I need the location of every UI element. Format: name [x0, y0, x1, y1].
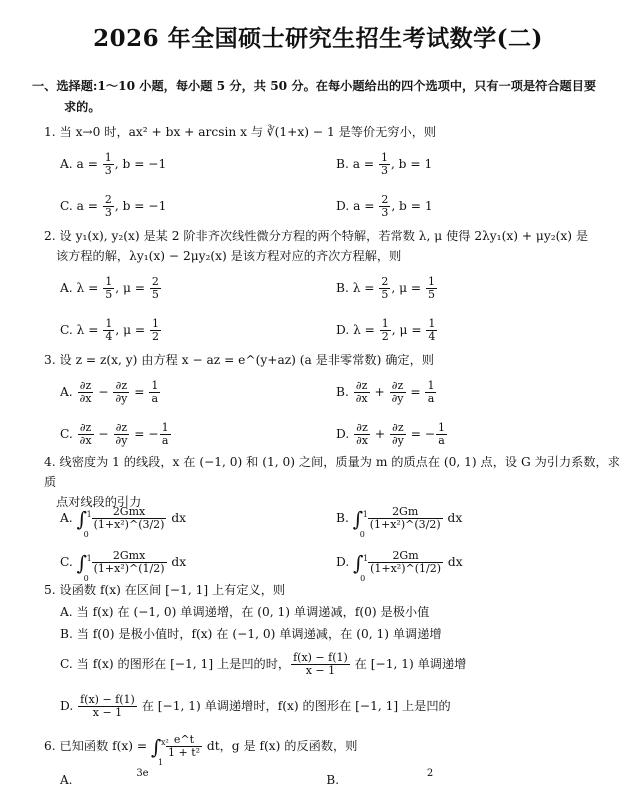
q3-b-dzdy-num: ∂z	[390, 380, 406, 393]
q1-d-frac	[379, 194, 390, 219]
q4-a-upper: 1	[86, 509, 92, 519]
q4-c-upper: 1	[86, 553, 92, 563]
q6-upper: x²	[160, 737, 169, 747]
question-5-stem: 5. 设函数 f(x) 在区间 [−1, 1] 上有定义，则	[44, 583, 286, 597]
q4-b-frac	[368, 506, 443, 531]
q4-stem-line-1: 4. 线密度为 1 的线段，x 在 (−1, 0) 和 (1, 0) 之间，质量为 m 的质点在 (0, 1) 点，设 G 为引力系数，求质	[44, 455, 620, 489]
q4-a-integral-sign: ∫ 1 0	[77, 509, 91, 529]
q6-num: e^t	[166, 734, 202, 747]
q3-option-a	[60, 380, 161, 405]
q3-a-dzdx-den: ∂x	[79, 392, 92, 405]
q1-option-d	[336, 194, 433, 219]
q2-c-num2: 1	[151, 317, 159, 330]
q2-c-frac2	[150, 318, 161, 343]
q6-frac	[166, 734, 202, 759]
q3-d-dzdx-num: ∂z	[354, 422, 370, 435]
q2-b-pre: B. λ =	[336, 281, 379, 295]
q3-d-dzdy	[390, 422, 406, 447]
q3-c-rhs-num: 1	[161, 421, 169, 434]
q2-d-num2: 1	[428, 317, 436, 330]
q3-c-eq: = −	[130, 427, 159, 441]
q5-option-a: A. 当 f(x) 在 (−1, 0) 单调递增，在 (0, 1) 单调递减，f(0) 是极小值	[60, 605, 430, 619]
q1-b-num: 1	[380, 151, 388, 164]
q4-d-integral-sign: ∫ 1 0	[353, 553, 367, 573]
q4-a-den: (1+x²)^(3/2)	[93, 518, 165, 531]
q3-c-rhs	[160, 422, 171, 447]
q4-stem-line-2: 点对线段的引力	[56, 495, 142, 509]
q6-b-frac-top: 2	[426, 768, 434, 779]
q4-d-den: (1+x²)^(1/2)	[370, 562, 442, 575]
q1-option-b	[336, 152, 432, 177]
q3-d-eq: = −	[406, 427, 436, 441]
q6-a-label: A.	[60, 773, 73, 785]
q3-a-dzdy-num: ∂z	[113, 380, 129, 393]
q5-c-pre: C. 当 f(x) 的图形在 [−1, 1] 上是凹的时，	[60, 657, 291, 671]
q2-a-pre: A. λ =	[60, 281, 103, 295]
q4-option-d	[336, 549, 463, 583]
q5-option-d	[60, 694, 451, 719]
q1-a-pre: A. a =	[60, 157, 102, 171]
q4-a-lower: 0	[83, 529, 89, 539]
q2-c-frac1	[103, 318, 114, 343]
q4-b-upper: 1	[362, 509, 368, 519]
question-6-stem	[44, 733, 624, 767]
q2-c-den1: 4	[105, 330, 113, 343]
q4-a-pre: A.	[60, 511, 77, 525]
q1-b-den: 3	[380, 164, 388, 177]
q2-a-mid: , μ =	[115, 281, 149, 295]
q3-d-dzdx-den: ∂x	[356, 434, 368, 447]
question-1-stem: 1. 当 x→0 时，ax² + bx + arcsin x 与 ∛(1+x) − 1 是等价无穷小，则	[44, 125, 437, 139]
q1-c-pre: C. a =	[60, 199, 102, 213]
q1-c-post: , b = −1	[114, 199, 167, 213]
q2-stem-line-1: 2. 设 y₁(x), y₂(x) 是某 2 阶非齐次线性微分方程的两个特解，若常数 λ, μ 使得 2λy₁(x) + μy₂(x) 是	[44, 229, 589, 243]
q3-a-dzdx-num: ∂z	[78, 380, 94, 393]
q4-option-c	[60, 549, 187, 583]
q4-c-frac	[92, 550, 167, 575]
q5-d-den: x − 1	[92, 706, 123, 719]
q2-c-num1: 1	[105, 317, 113, 330]
q3-option-d	[336, 422, 448, 447]
q6-b-label: B.	[326, 773, 340, 785]
q5-option-c	[60, 652, 466, 677]
q3-d-rhs-den: a	[438, 434, 445, 447]
q3-d-rhs-num: 1	[438, 421, 446, 434]
q2-stem-line-2: 该方程的解，λy₁(x) − 2μy₂(x) 是该方程对应的齐次方程解，则	[56, 249, 402, 263]
q2-option-c	[60, 318, 162, 343]
q3-d-op: +	[371, 427, 389, 441]
q3-d-rhs	[436, 422, 447, 447]
q1-option-c	[60, 194, 166, 219]
q5-d-frac	[78, 694, 137, 719]
q3-a-rhs	[149, 380, 160, 405]
q4-a-frac	[92, 506, 167, 531]
question-4-stem	[44, 452, 624, 512]
q1-d-den: 3	[381, 206, 389, 219]
q4-d-num: 2Gm	[368, 550, 443, 563]
q2-a-den1: 5	[105, 288, 113, 301]
q4-d-upper: 1	[363, 553, 369, 563]
q2-d-frac1	[380, 318, 391, 343]
q3-d-dzdy-den: ∂y	[391, 434, 404, 447]
q4-c-integral-sign: ∫ 1 0	[77, 553, 91, 573]
q3-b-eq: =	[406, 385, 425, 399]
q4-c-lower: 0	[83, 573, 89, 583]
q5-d-post: 在 [−1, 1) 单调递增时，f(x) 的图形在 [−1, 1] 上是凹的	[137, 699, 451, 713]
q2-option-a	[60, 276, 162, 301]
q4-d-frac	[368, 550, 443, 575]
q3-a-dzdy	[113, 380, 129, 405]
q4-c-num: 2Gmx	[92, 550, 167, 563]
q2-d-den2: 4	[428, 330, 436, 343]
q2-a-den2: 5	[151, 288, 159, 301]
q3-c-dzdy-num: ∂z	[114, 422, 130, 435]
q3-a-op: −	[94, 385, 113, 399]
q3-d-dzdx	[354, 422, 370, 447]
q1-d-num: 2	[381, 193, 389, 206]
q3-c-dzdx-den: ∂x	[79, 434, 92, 447]
q2-option-d	[336, 318, 438, 343]
q2-d-num1: 1	[381, 317, 389, 330]
q3-a-eq: =	[130, 385, 149, 399]
q3-b-dzdx-den: ∂x	[355, 392, 368, 405]
q4-a-num: 2Gmx	[92, 506, 167, 519]
q2-a-num1: 1	[105, 275, 113, 288]
q3-c-pre: C.	[60, 427, 77, 441]
q2-b-num1: 2	[381, 275, 389, 288]
page-title: 2026 年全国硕士研究生招生考试数学(二)	[93, 25, 543, 52]
q3-b-pre: B.	[336, 385, 353, 399]
q1-a-post: , b = −1	[114, 157, 167, 171]
q2-b-den1: 5	[381, 288, 389, 301]
q3-b-rhs-num: 1	[427, 379, 435, 392]
q5-c-frac	[291, 652, 350, 677]
q6-den: 1 + t²	[167, 746, 201, 759]
q4-d-lower: 0	[360, 573, 366, 583]
q3-c-dzdx-num: ∂z	[78, 422, 94, 435]
q2-a-frac1	[103, 276, 114, 301]
q2-b-num2: 1	[428, 275, 436, 288]
q3-a-dzdx	[78, 380, 94, 405]
q1-option-a	[60, 152, 166, 177]
q5-d-num: f(x) − f(1)	[80, 693, 135, 706]
q3-c-dzdx	[78, 422, 94, 447]
q4-b-pre: B.	[336, 511, 353, 525]
q4-b-post: dx	[443, 511, 463, 525]
q3-option-b	[336, 380, 437, 405]
q2-c-mid: , μ =	[115, 323, 149, 337]
q1-b-pre: B. a =	[336, 157, 378, 171]
q2-d-mid: , μ =	[391, 323, 426, 337]
q4-b-lower: 0	[359, 529, 365, 539]
section-instructions	[32, 76, 620, 118]
q6-stem-pre: 6. 已知函数 f(x) =	[44, 739, 151, 753]
q5-c-num: f(x) − f(1)	[293, 651, 348, 664]
q4-c-post: dx	[167, 555, 187, 569]
q2-d-den1: 2	[381, 330, 389, 343]
q1-c-frac	[103, 194, 114, 219]
q3-b-rhs-den: a	[427, 392, 435, 405]
q3-b-dzdx	[354, 380, 370, 405]
q2-c-den2: 2	[151, 330, 159, 343]
q3-c-dzdy	[114, 422, 130, 447]
q2-c-pre: C. λ =	[60, 323, 103, 337]
q4-b-den: (1+x²)^(3/2)	[369, 518, 441, 531]
q2-b-frac1	[379, 276, 390, 301]
q5-d-pre: D.	[60, 699, 78, 713]
q2-b-mid: , μ =	[391, 281, 426, 295]
q6-lower: 1	[157, 757, 164, 767]
q3-a-pre: A.	[60, 385, 77, 399]
q6-integral-sign: ∫ x² 1	[151, 737, 165, 757]
q3-d-dzdy-num: ∂z	[390, 422, 406, 435]
q1-b-frac	[379, 152, 390, 177]
q2-a-num2: 2	[151, 275, 159, 288]
q4-c-den: (1+x²)^(1/2)	[93, 562, 165, 575]
q4-d-post: dx	[444, 555, 463, 569]
q3-c-op: −	[94, 427, 113, 441]
question-3-stem: 3. 设 z = z(x, y) 由方程 x − az = e^(y+az) (a 是非零常数) 确定，则	[44, 353, 434, 367]
q3-a-rhs-den: a	[151, 392, 159, 405]
q1-a-den: 3	[104, 164, 112, 177]
q4-option-b	[336, 505, 463, 539]
q5-c-post: 在 [−1, 1) 单调递增	[350, 657, 467, 671]
q1-c-num: 2	[104, 193, 112, 206]
q3-d-pre: D.	[336, 427, 354, 441]
q3-b-rhs	[425, 380, 436, 405]
q1-d-pre: D. a =	[336, 199, 379, 213]
q6-options-cut-off	[60, 770, 433, 785]
q5-c-den: x − 1	[305, 664, 336, 677]
q1-c-den: 3	[104, 206, 112, 219]
q4-b-integral-sign: ∫ 1 0	[353, 509, 367, 529]
q2-d-pre: D. λ =	[336, 323, 379, 337]
q3-option-c	[60, 422, 172, 447]
q6-stem-post: dt，g 是 f(x) 的反函数，则	[203, 739, 358, 753]
q3-c-rhs-den: a	[161, 434, 169, 447]
q3-b-dzdy-den: ∂y	[391, 392, 404, 405]
q1-a-num: 1	[104, 151, 112, 164]
q4-option-a	[60, 505, 187, 539]
q3-b-dzdy	[390, 380, 406, 405]
q6-a-frac-top: 3e	[136, 768, 149, 779]
q3-b-dzdx-num: ∂z	[354, 380, 370, 393]
q1-d-post: , b = 1	[391, 199, 433, 213]
q2-option-b	[336, 276, 438, 301]
q1-a-frac	[103, 152, 114, 177]
q3-a-rhs-num: 1	[151, 379, 159, 392]
q3-a-dzdy-den: ∂y	[115, 392, 128, 405]
q3-b-op: +	[370, 385, 389, 399]
section-line-2: 求的。	[64, 100, 101, 114]
question-2-stem	[44, 226, 624, 266]
q2-b-den2: 5	[428, 288, 436, 301]
q4-c-pre: C.	[60, 555, 77, 569]
q4-b-num: 2Gm	[368, 506, 443, 519]
q1-b-post: , b = 1	[390, 157, 433, 171]
q4-a-post: dx	[167, 511, 187, 525]
section-line-1: 一、选择题:1～10 小题，每小题 5 分，共 50 分。在每小题给出的四个选项中，只有一项是符合题目要	[32, 79, 597, 93]
q2-d-frac2	[426, 318, 437, 343]
q2-b-frac2	[426, 276, 437, 301]
q2-a-frac2	[150, 276, 161, 301]
q5-option-b: B. 当 f(0) 是极小值时，f(x) 在 (−1, 0) 单调递减，在 (0, 1) 单调递增	[60, 627, 442, 641]
q3-c-dzdy-den: ∂y	[115, 434, 128, 447]
q4-d-pre: D.	[336, 555, 354, 569]
